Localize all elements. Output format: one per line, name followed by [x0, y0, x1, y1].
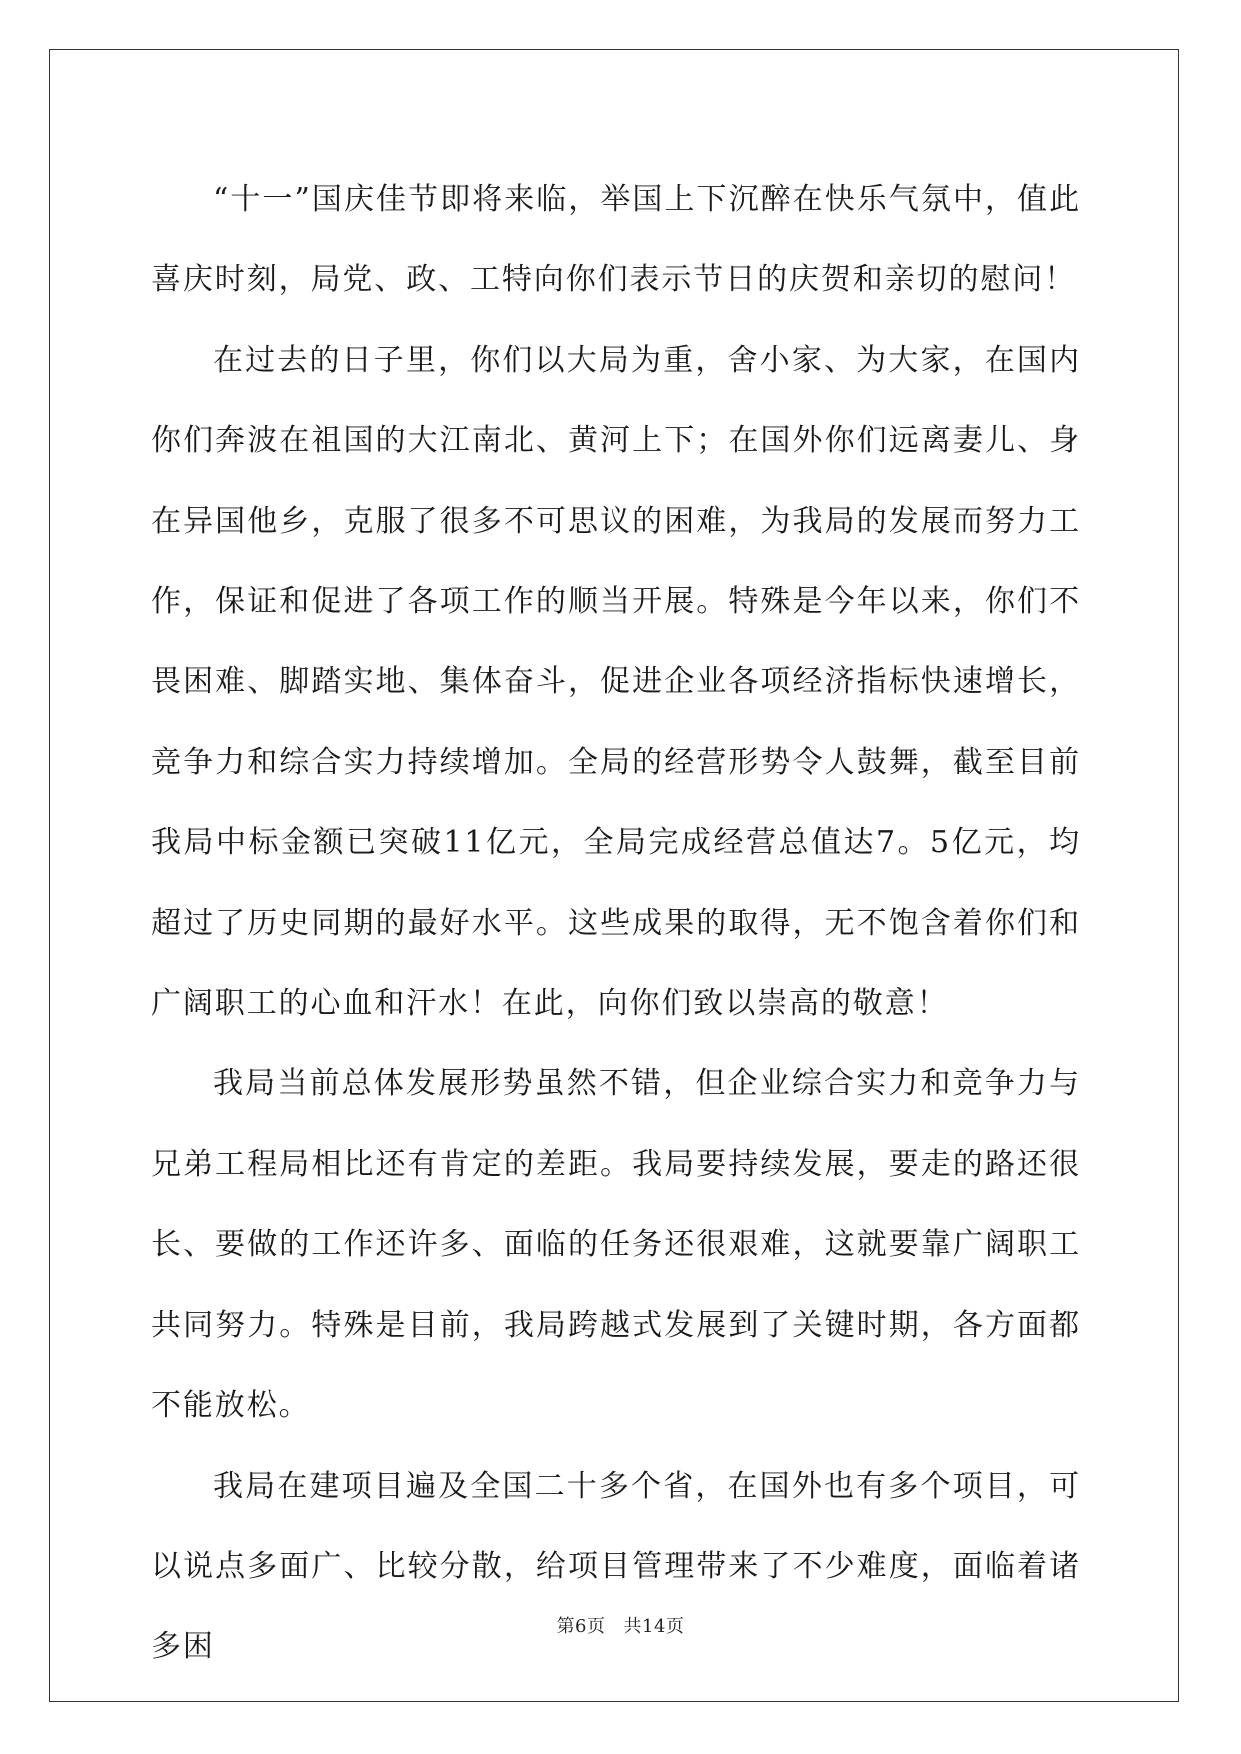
page-total: 共14页	[623, 1616, 685, 1637]
paragraph-4: 我局在建项目遍及全国二十多个省，在国外也有多个项目，可以说点多面广、比较分散，给项目管理带来了不少难度，面临着诸多困	[151, 1468, 1081, 1665]
page-number: 第6页	[556, 1616, 606, 1637]
document-body	[151, 160, 1081, 1688]
page-footer	[0, 1612, 1241, 1638]
paragraph-1: “十一”国庆佳节即将来临，举国上下沉醉在快乐气氛中，值此喜庆时刻，局党、政、工特向你们表示节日的庆贺和亲切的慰问！	[151, 182, 1081, 298]
paragraph-3: 我局当前总体发展形势虽然不错，但企业综合实力和竞争力与兄弟工程局相比还有肯定的差距。我局要持续发展，要走的路还很长、要做的工作还许多、面临的任务还很艰难，这就要靠广阔职工共同努力。特殊是目前，我局跨越式发展到了关键时期，各方面都不能放松。	[151, 1066, 1081, 1424]
paragraph-2: 在过去的日子里，你们以大局为重，舍小家、为大家，在国内你们奔波在祖国的大江南北、黄河上下；在国外你们远离妻儿、身在异国他乡，克服了很多不可思议的困难，为我局的发展而努力工作，保证和促进了各项工作的顺当开展。特殊是今年以来，你们不畏困难、脚踏实地、集体奋斗，促进企业各项经济指标快速增长，竞争力和综合实力持续增加。全局的经营形势令人鼓舞，截至目前我局中标金额已突破11亿元，全局完成经营总值达7。5亿元，均超过了历史同期的最好水平。这些成果的取得，无不饱含着你们和广阔职工的心血和汗水！在此，向你们致以崇高的敬意！	[151, 342, 1081, 1022]
